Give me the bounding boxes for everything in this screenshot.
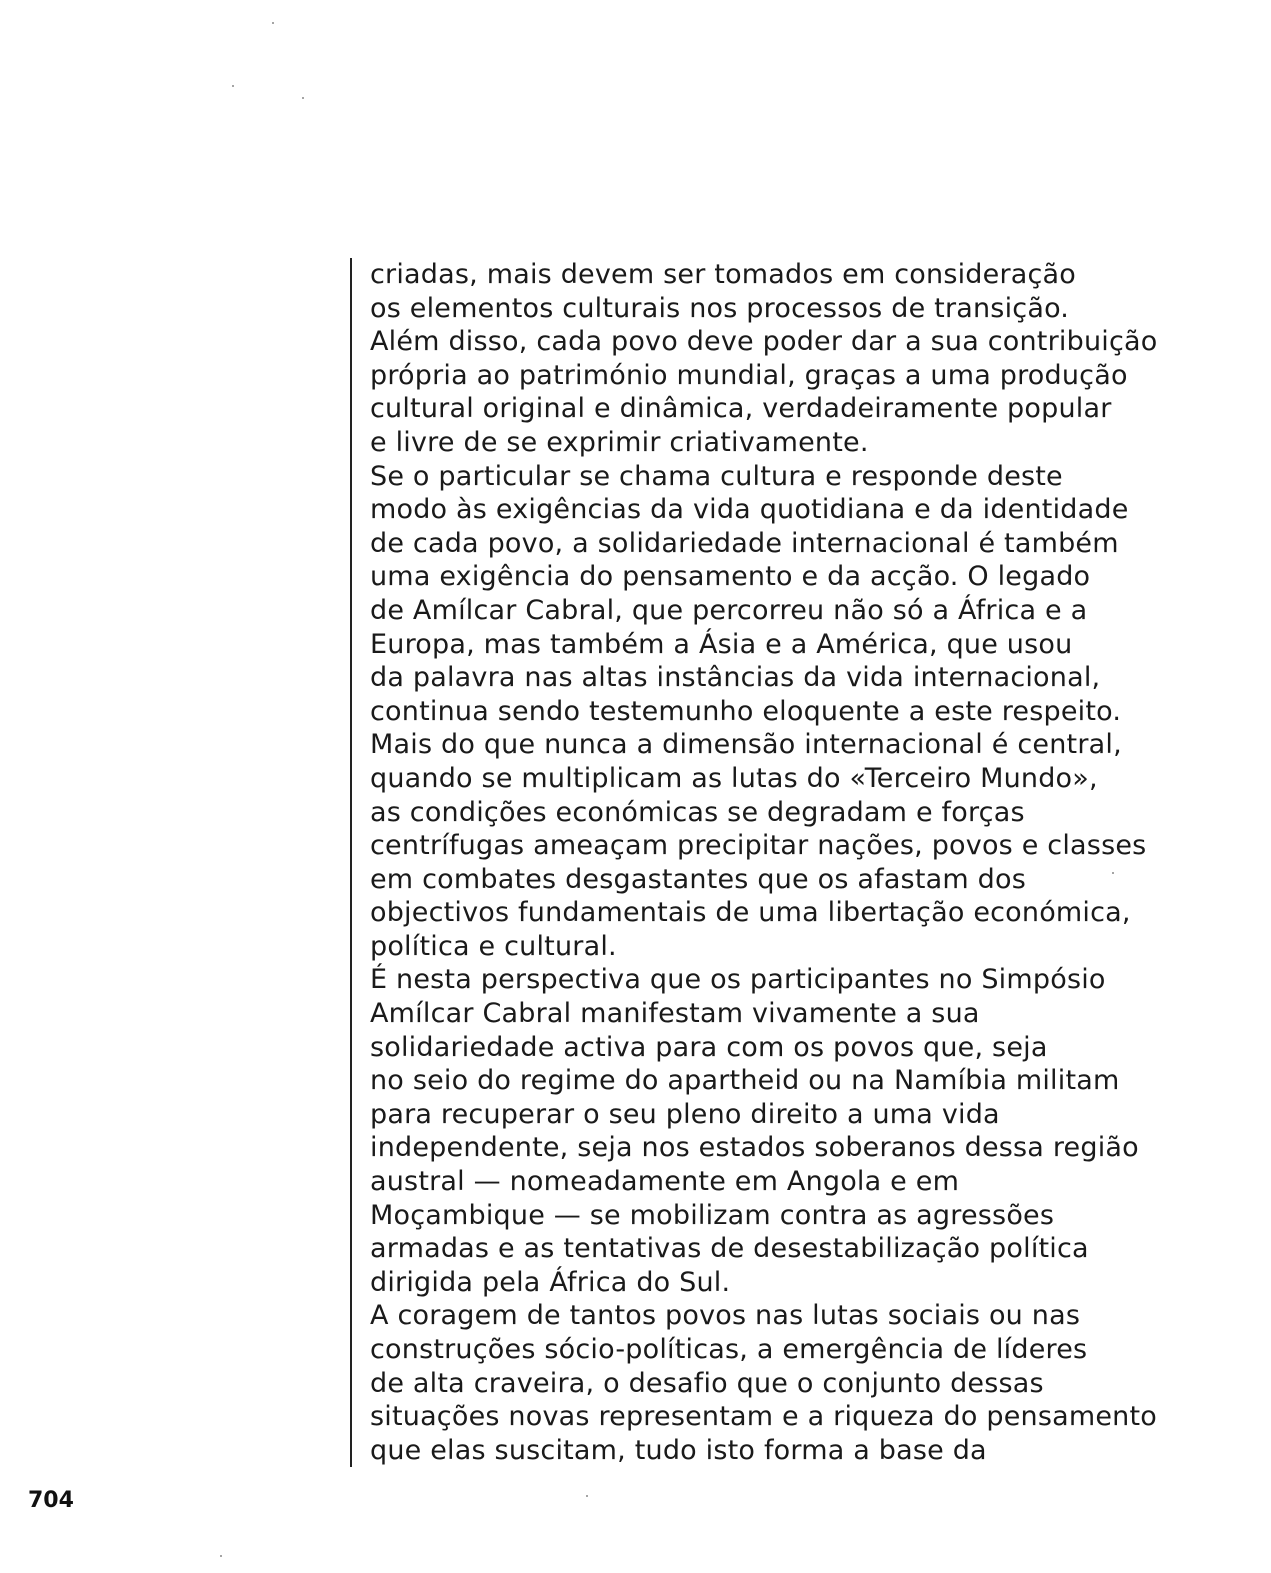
text-line: para recuperar o seu pleno direito a uma vida <box>370 1098 1000 1130</box>
text-line: A coragem de tantos povos nas lutas sociais ou nas <box>370 1300 1081 1332</box>
text-line: da palavra nas altas instâncias da vida internacional, <box>370 662 1101 694</box>
scan-speck <box>302 97 304 99</box>
text-line: uma exigência do pensamento e da acção. O legado <box>370 561 1091 593</box>
text-line: situações novas representam e a riqueza do pensamento <box>370 1401 1157 1433</box>
text-line: no seio do regime do apartheid ou na Namíbia militam <box>370 1065 1120 1097</box>
text-line: Mais do que nunca a dimensão internacional é central, <box>370 729 1122 761</box>
text-line: É nesta perspectiva que os participantes no Simpósio <box>370 964 1106 996</box>
text-line: as condições económicas se degradam e forças <box>370 796 1025 828</box>
text-line: independente, seja nos estados soberanos dessa região <box>370 1132 1139 1164</box>
body-text-column <box>350 258 1250 1467</box>
scan-speck <box>586 1495 588 1497</box>
text-line: modo às exigências da vida quotidiana e da identidade <box>370 494 1129 526</box>
text-line: de Amílcar Cabral, que percorreu não só a África e a <box>370 594 1088 626</box>
text-line: solidariedade activa para com os povos que, seja <box>370 1031 1048 1063</box>
text-line: quando se multiplicam as lutas do «Terceiro Mundo», <box>370 762 1098 794</box>
text-line: continua sendo testemunho eloquente a este respeito. <box>370 695 1122 727</box>
text-line: de alta craveira, o desafio que o conjunto dessas <box>370 1367 1044 1399</box>
text-line: dirigida pela África do Sul. <box>370 1266 731 1298</box>
page-number: 704 <box>28 1488 74 1513</box>
text-line: em combates desgastantes que os afastam dos <box>370 863 1026 895</box>
text-line: e livre de se exprimir criativamente. <box>370 426 869 458</box>
text-line: Moçambique — se mobilizam contra as agressões <box>370 1199 1055 1231</box>
text-line: de cada povo, a solidariedade internacional é também <box>370 527 1119 559</box>
text-line: centrífugas ameaçam precipitar nações, povos e classes <box>370 830 1147 862</box>
text-line: criadas, mais devem ser tomados em consideração <box>370 259 1076 290</box>
scan-speck <box>232 85 234 87</box>
text-line: cultural original e dinâmica, verdadeiramente popular <box>370 393 1112 425</box>
text-line: Além disso, cada povo deve poder dar a sua contribuição <box>370 326 1158 358</box>
text-line: austral — nomeadamente em Angola e em <box>370 1166 960 1198</box>
text-line: os elementos culturais nos processos de transição. <box>370 292 1070 324</box>
text-line: Amílcar Cabral manifestam vivamente a sua <box>370 998 980 1030</box>
scan-speck <box>272 22 274 24</box>
text-line: Se o particular se chama cultura e responde deste <box>370 460 1063 492</box>
text-line: construções sócio-políticas, a emergência de líderes <box>370 1334 1088 1365</box>
text-line: que elas suscitam, tudo isto forma a base da <box>370 1434 987 1466</box>
text-line: própria ao património mundial, graças a uma produção <box>370 359 1128 391</box>
text-line: armadas e as tentativas de desestabilização política <box>370 1233 1089 1265</box>
text-line: objectivos fundamentais de uma libertação económica, <box>370 897 1131 929</box>
text-line: política e cultural. <box>370 930 617 962</box>
text-line: Europa, mas também a Ásia e a América, que usou <box>370 628 1073 660</box>
scan-speck <box>220 1555 222 1557</box>
